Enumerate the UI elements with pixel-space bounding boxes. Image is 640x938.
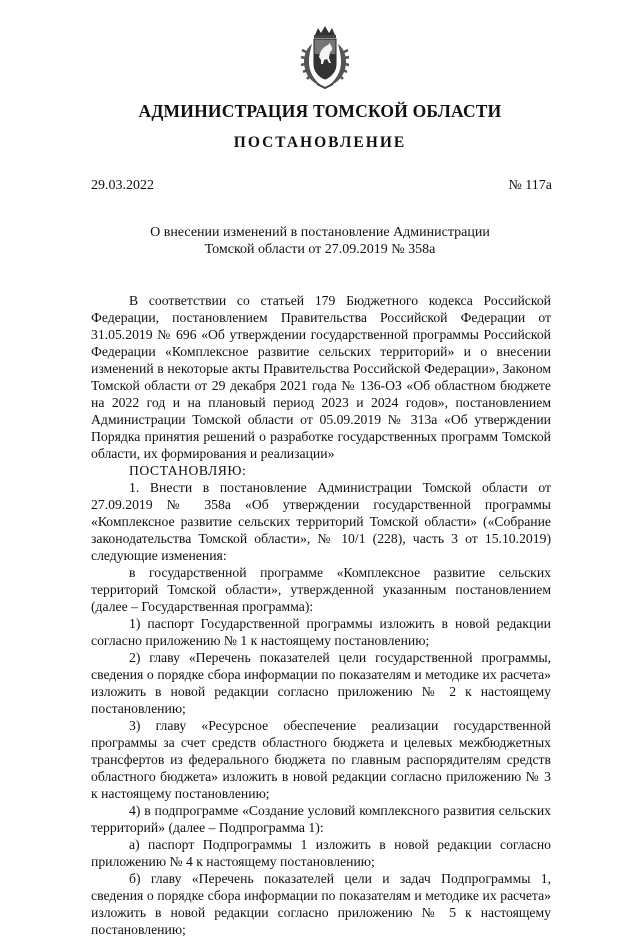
- document-type: ПОСТАНОВЛЕНИЕ: [233, 134, 407, 151]
- paragraph-3: 1) паспорт Государственной программы изложить в новой редакции согласно приложению № 1 к настоящему постановлению;: [91, 616, 551, 648]
- document-body: [91, 292, 551, 938]
- organization-title: АДМИНИСТРАЦИЯ ТОМСКОЙ ОБЛАСТИ: [138, 101, 502, 121]
- document-subject: [120, 224, 520, 258]
- document-number: № 117а: [508, 178, 552, 193]
- subject-line-1: О внесении изменений в постановление Администрации: [150, 225, 490, 240]
- paragraph-6: 4) в подпрограмме «Создание условий комплексного развития сельских территорий» (далее – Подпрограмма 1):: [91, 803, 551, 835]
- paragraph-5: 3) главу «Ресурсное обеспечение реализации государственной программы за счет средств областного бюджета и целевых межбюджетных трансфертов из федерального бюджета по главным распорядителям средств областного бюджета» изложить в новой редакции согласно приложению № 3 к настоящему постановлению;: [91, 718, 551, 801]
- paragraph-8: б) главу «Перечень показателей цели и задач Подпрограммы 1, сведения о порядке сбора информации по показателям и методике их расчета» изложить в новой редакции согласно приложению № 5 к настоящему постановлению;: [91, 871, 551, 937]
- paragraph-1: 1. Внести в постановление Администрации Томской области от 27.09.2019 № 358а «Об утверждении государственной программы «Комплексное развитие сельских территорий Томской области» («Собрание законодательства Томской области», № 10/1 (228), часть 3 от 15.10.2019) следующие изменения:: [91, 480, 551, 563]
- paragraph-2: в государственной программе «Комплексное развитие сельских территорий Томской области», утвержденной указанным постановлением (далее – Государственная программа):: [91, 565, 551, 614]
- preamble-paragraph: В соответствии со статьей 179 Бюджетного кодекса Российской Федерации, постановлением Правительства Российской Федерации от 31.05.2019 № 696 «Об утверждении государственной программы Российской Федерации «Комплексное развитие сельских территорий» и о внесении изменений в некоторые акты Правительства Российской Федерации», Законом Томской области от 29 декабря 2021 года № 136-ОЗ «Об областном бюджете на 2022 год и на плановый период 2023 и 2024 годов», постановлением Администрации Томской области от 05.09.2019 № 313а «Об утверждении Порядка принятия решений о разработке государственных программ Томской области, их формирования и реализации»: [91, 293, 551, 461]
- tomsk-oblast-coat-of-arms-icon: [300, 26, 350, 90]
- resolve-heading: ПОСТАНОВЛЯЮ:: [129, 463, 247, 478]
- paragraph-4: 2) главу «Перечень показателей цели государственной программы, сведения о порядке сбора информации по показателям и методике их расчета» изложить в новой редакции согласно приложению № 2 к настоящему постановлению;: [91, 650, 551, 716]
- paragraph-7: а) паспорт Подпрограммы 1 изложить в новой редакции согласно приложению № 4 к настоящему постановлению;: [91, 837, 551, 869]
- document-date: 29.03.2022: [91, 178, 154, 193]
- subject-line-2: Томской области от 27.09.2019 № 358а: [204, 242, 436, 257]
